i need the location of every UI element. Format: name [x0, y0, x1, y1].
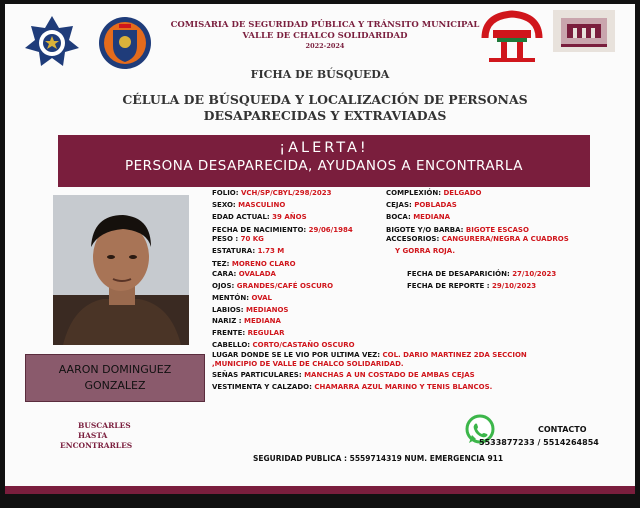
field-label: SEXO:	[212, 201, 239, 209]
field-bigote	[386, 226, 529, 234]
field-estatura	[212, 247, 284, 255]
field-label: ACCESORIOS:	[386, 235, 442, 243]
palace-logo-icon	[553, 10, 615, 52]
field-lugar	[212, 351, 527, 359]
person-name-line-1: AARON DOMINGUEZ	[58, 363, 172, 376]
field-label: OJOS:	[212, 282, 237, 290]
field-value: 29/10/2023	[492, 282, 537, 290]
field-value: MORENO CLARO	[231, 260, 296, 268]
field-accesorios	[386, 235, 569, 243]
field-lugar-cont	[212, 360, 404, 368]
field-value: MANCHAS A UN COSTADO DE AMBAS CEJAS	[304, 371, 475, 379]
field-peso	[212, 235, 264, 243]
emergency-numbers: SEGURIDAD PUBLICA : 5559714319 NUM. EMERGENCIA 911	[253, 454, 504, 463]
search-sheet	[5, 4, 635, 490]
field-value: MEDIANA	[413, 213, 451, 221]
alert-banner	[58, 135, 590, 187]
field-nacimiento	[212, 226, 353, 234]
field-label: VESTIMENTA Y CALZADO:	[212, 383, 315, 391]
field-value: MEDIANOS	[246, 306, 289, 314]
header-line-1: COMISARIA DE SEGURIDAD PÚBLICA Y TRÁNSITO MUNICIPAL	[170, 20, 480, 30]
field-label: ESTATURA:	[212, 247, 258, 255]
field-value: BIGOTE ESCASO	[465, 226, 529, 234]
celula-title: CÉLULA DE BÚSQUEDA Y LOCALIZACIÓN DE PERSONAS DESAPARECIDAS Y EXTRAVIADAS	[122, 92, 528, 123]
contact-phones: 5533877233 / 5514264854	[479, 438, 599, 447]
buscarles-line-2: ENCONTRARLES	[60, 441, 133, 450]
field-cara	[212, 270, 276, 278]
field-ojos	[212, 282, 333, 290]
field-label: COMPLEXIÓN:	[386, 189, 444, 197]
field-labios	[212, 306, 288, 314]
field-vestimenta	[212, 383, 492, 391]
bottom-bar	[5, 486, 635, 494]
field-label: LUGAR DONDE SE LE VIO POR ULTIMA VEZ:	[212, 351, 383, 359]
alert-subheading: PERSONA DESAPARECIDA, AYUDANOS A ENCONTRARLA	[124, 158, 524, 174]
field-boca	[386, 213, 450, 221]
field-value: 29/06/1984	[308, 226, 353, 234]
field-value: MEDIANA	[244, 317, 281, 325]
field-label: SEÑAS PARTICULARES:	[212, 371, 305, 379]
field-value: ,MUNICIPIO DE VALLE DE CHALCO SOLIDARIDAD.	[212, 360, 404, 368]
field-fecha-desaparicion	[407, 270, 556, 278]
field-label: FECHA DE DESAPARICIÓN:	[407, 270, 513, 278]
field-cabello	[212, 341, 355, 349]
field-label: PESO :	[212, 235, 241, 243]
field-value: CORTO/CASTAÑO OSCURO	[252, 341, 355, 349]
field-value: CANGURERA/NEGRA A CUADROS	[441, 235, 569, 243]
ficha-title: FICHA DE BÚSQUEDA	[250, 68, 390, 81]
field-value: Y GORRA ROJA.	[395, 247, 455, 255]
field-value: 27/10/2023	[512, 270, 557, 278]
field-accesorios-cont	[395, 247, 455, 255]
field-frente	[212, 329, 284, 337]
field-value: DELGADO	[443, 189, 482, 197]
field-nariz	[212, 317, 281, 325]
field-cejas	[386, 201, 457, 209]
field-senas	[212, 371, 475, 379]
field-sexo	[212, 201, 285, 209]
contacto-label: CONTACTO	[538, 425, 587, 434]
field-value: CHAMARRA AZUL MARINO Y TENIS BLANCOS.	[314, 383, 493, 391]
buscarles-text	[60, 421, 160, 451]
header-line-3: 2022-2024	[305, 42, 345, 50]
field-label: CARA:	[212, 270, 239, 278]
field-tez	[212, 260, 296, 268]
field-complexion	[386, 189, 481, 197]
field-label: BOCA:	[386, 213, 414, 221]
field-label: CABELLO:	[212, 341, 253, 349]
field-label: MENTÓN:	[212, 294, 252, 302]
buscarles-line-1: BUSCARLES HASTA	[78, 421, 131, 440]
police-badge-icon	[23, 14, 81, 72]
field-label: NARIZ :	[212, 317, 245, 325]
field-folio	[212, 189, 332, 197]
field-label: BIGOTE Y/O BARBA:	[386, 226, 466, 234]
field-value: MASCULINO	[238, 201, 286, 209]
field-value: OVALADA	[238, 270, 276, 278]
header-line-2: VALLE DE CHALCO SOLIDARIDAD	[242, 31, 408, 41]
field-value: COL. DARIO MARTINEZ 2DA SECCION	[382, 351, 527, 359]
field-value: 1.73 M	[257, 247, 285, 255]
field-label: FRENTE:	[212, 329, 248, 337]
field-value: OVAL	[251, 294, 273, 302]
field-label: TEZ:	[212, 260, 232, 268]
person-name-line-2: GONZALEZ	[84, 379, 146, 392]
field-label: FECHA DE NACIMIENTO:	[212, 226, 309, 234]
field-edad	[212, 213, 307, 221]
field-label: EDAD ACTUAL:	[212, 213, 273, 221]
field-label: CEJAS:	[386, 201, 415, 209]
field-label: LABIOS:	[212, 306, 247, 314]
field-label: FECHA DE REPORTE :	[407, 282, 493, 290]
field-menton	[212, 294, 272, 302]
alert-heading: ¡ALERTA!	[279, 140, 369, 156]
field-value: REGULAR	[247, 329, 285, 337]
field-label: FOLIO:	[212, 189, 241, 197]
field-value: POBLADAS	[414, 201, 457, 209]
field-value: VCH/SP/CBYL/298/2023	[240, 189, 332, 197]
person-name-box	[25, 354, 205, 402]
field-fecha-reporte	[407, 282, 536, 290]
field-value: 39 AÑOS	[272, 213, 307, 221]
field-value: 70 KG	[240, 235, 264, 243]
field-value: GRANDES/CAFÉ OSCURO	[236, 282, 334, 290]
missing-person-photo	[53, 195, 189, 345]
